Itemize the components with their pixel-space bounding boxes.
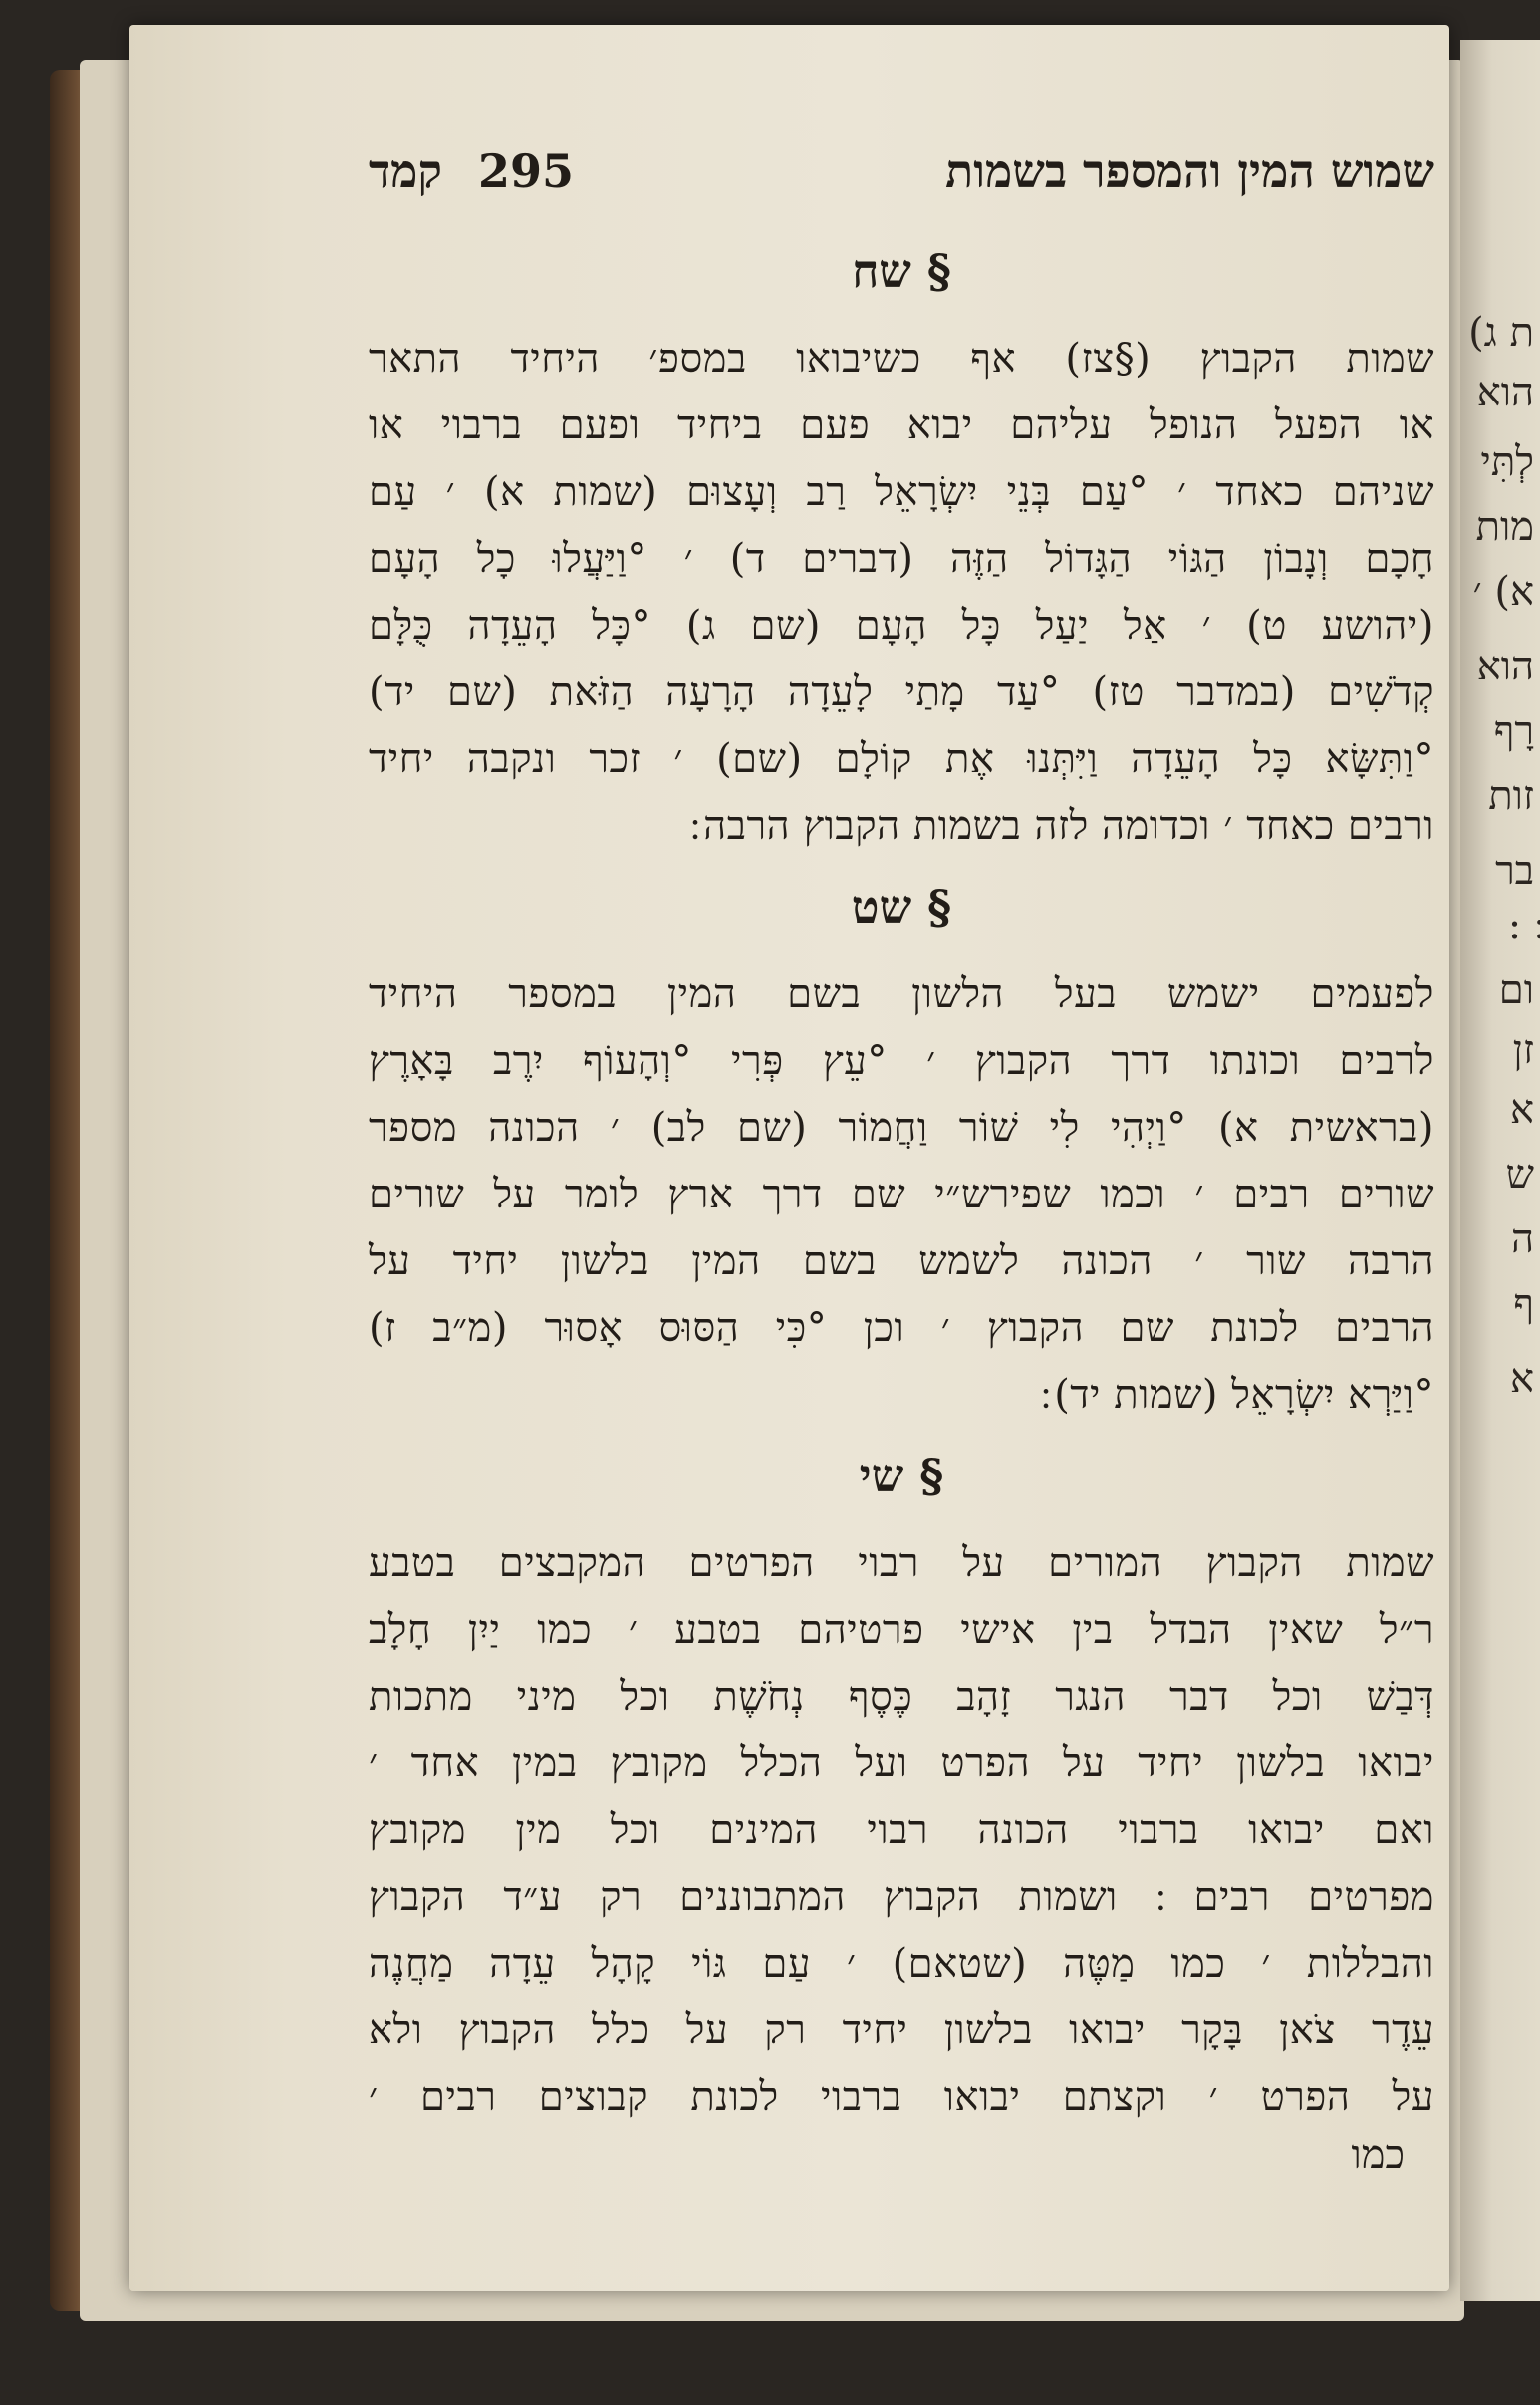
text-line: שמות הקבוץ (§צז) אף כשיבואו במספ׳ היחיד התאר: [369, 336, 1434, 382]
text-line: שניהם כאחד ׳ °עַם בְּנֵי יִשְׂרָאֵל רַב וְעָצוּם (שמות א) ׳ עַם: [369, 469, 1434, 515]
text-line: קְדֹשִׁים (במדבר טז) °עַד מָתַי לָעֵדָה הָרָעָה הַזֹּאת (שם יד): [369, 669, 1434, 715]
text-line: לפעמים ישמש בעל הלשון בשם המין במספר היחיד: [369, 971, 1434, 1017]
facing-page-fragment: בר: [1495, 848, 1534, 894]
text-line: (יהושע ט) ׳ אַל יַעַל כָּל הָעָם (שם ג) °כָּל הָעֵדָה כֻּלָּם: [369, 603, 1434, 649]
text-line: דְּבַשׁ וכל דבר הנגר זָהָב כֶּסֶף נְחֹשֶׁת וכל מיני מתכות: [369, 1674, 1434, 1720]
section-heading: § שי: [859, 1449, 944, 1502]
section-310: [369, 1449, 1434, 2131]
section-heading: § שט: [851, 880, 952, 934]
page-number: 295: [478, 144, 575, 198]
running-head-title: שמוש המין והמספר בשמות: [945, 144, 1434, 198]
hebrew-page-number: קמד: [369, 144, 443, 198]
text-line: (בראשית א) °וַיְהִי לִי שׁוֹר וַחֲמוֹר (שם לב) ׳ הכונה מספר: [369, 1105, 1434, 1151]
section-308: [369, 244, 1434, 860]
text-line: הרבים לכונת שם הקבוץ ׳ וכן °כִּי הַסּוּס אָסוּר (מ״ב ז): [369, 1305, 1434, 1351]
text-line: °וַיַּרְא יִשְׂרָאֵל (שמות יד) ׃: [1040, 1372, 1434, 1418]
facing-page-fragment: ום: [1498, 967, 1534, 1013]
facing-page-fragment: הוא: [1476, 644, 1534, 689]
page-text-block: [369, 144, 1434, 2178]
text-line: ורבים כאחד ׳ וכדומה לזה בשמות הקבוץ הרבה ׃: [689, 803, 1434, 849]
text-line: עֵדֶר צֹאן בָּקָר יבואו בלשון יחיד רק על כלל הקבוץ ולא: [369, 2007, 1434, 2053]
text-line: על הפרט ׳ וקצתם יבואו ברבוי לכונת קבוצים רבים ׳: [369, 2074, 1434, 2120]
facing-page-edge: [1460, 40, 1540, 2301]
text-line: הרבה שור ׳ הכונה לשמש בשם המין בלשון יחיד על: [369, 1238, 1434, 1284]
facing-page-fragment: לְתִּי: [1480, 439, 1534, 485]
catchword: כמו: [1351, 2132, 1405, 2178]
text-line: °וַתִּשָּׂא כָּל הָעֵדָה וַיִּתְּנוּ אֶת קוֹלָם (שם) ׳ זכר ונקבה יחיד: [369, 736, 1434, 782]
text-line: ואם יבואו ברבוי הכונה רבוי המינים וכל מין מקובץ: [369, 1807, 1434, 1853]
facing-page-fragment: א: [1509, 1356, 1534, 1402]
section-309: [369, 880, 1434, 1429]
facing-page-fragment: הוא: [1476, 370, 1534, 415]
text-line: ר״ל שאין הבדל בין אישי פרטיהם בטבע ׳ כמו יַיִן חָלָב: [369, 1607, 1434, 1653]
facing-page-fragment: ה: [1510, 1216, 1534, 1262]
facing-page-fragment: ת ג): [1468, 310, 1534, 356]
text-line: שורים רבים ׳ וכמו שפירש״י שם דרך ארץ לומר על שורים: [369, 1172, 1434, 1217]
text-line: או הפעל הנופל עליהם יבוא פעם ביחיד ופעם ברבוי או: [369, 402, 1434, 448]
facing-page-fragment: ׃ :: [1507, 903, 1534, 948]
text-line: לרבים וכונתו דרך הקבוץ ׳ °עֵץ פְּרִי °וְהָעוֹף יִרֶב בָּאָרֶץ: [369, 1038, 1434, 1084]
facing-page-fragment: א: [1509, 1087, 1534, 1133]
facing-page-fragment: זות: [1488, 773, 1534, 819]
facing-page-fragment: מות: [1475, 504, 1534, 550]
text-line: יבואו בלשון יחיד על הפרט ועל הכלל מקובץ במין אחד ׳: [369, 1740, 1434, 1786]
text-line: והבללות ׳ כמו מַטֶּה (שטאם) ׳ עַם גּוֹי קָהָל עֵדָה מַחֲנֶה: [369, 1941, 1434, 1987]
facing-page-fragment: זן: [1512, 1027, 1534, 1073]
facing-page-fragment: ף: [1513, 1281, 1534, 1327]
facing-page-fragment: א) ׳: [1472, 569, 1534, 615]
facing-page-fragment: רָף: [1493, 708, 1534, 754]
running-head: [369, 144, 1434, 224]
section-heading: § שח: [852, 244, 951, 298]
text-line: שמות הקבוץ המורים על רבוי הפרטים המקבצים בטבע: [369, 1540, 1434, 1586]
facing-page-fragment: ש: [1505, 1152, 1534, 1198]
text-line: חָכָם וְנָבוֹן הַגּוֹי הַגָּדוֹל הַזֶּה (דברים ד) ׳ °וַיַּעֲלוּ כָל הָעָם: [369, 536, 1434, 582]
text-line: מפרטים רבים ׃ ושמות הקבוץ המתבוננים רק ע״ד הקבוץ: [369, 1874, 1434, 1920]
